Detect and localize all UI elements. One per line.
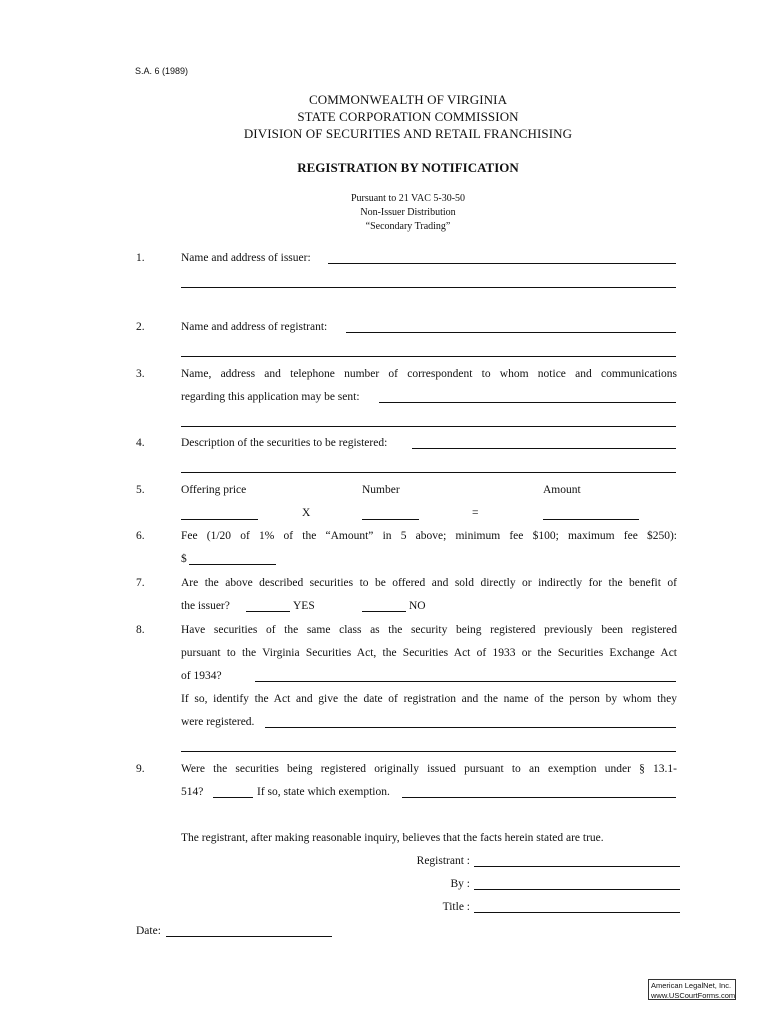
title-signature-field[interactable] <box>474 912 680 913</box>
issuer-field[interactable] <box>328 263 676 264</box>
item-number: 5. <box>136 484 145 496</box>
attestation-statement: The registrant, after making reasonable inquiry, believes that the facts herein stated are true. <box>181 832 604 844</box>
securities-description-field-line2[interactable] <box>181 472 676 473</box>
registered-by-field-line2[interactable] <box>181 751 676 752</box>
fee-label: Fee (1/20 of 1% of the “Amount” in 5 above; minimum fee $100; maximum fee $250): <box>181 530 677 542</box>
fee-field[interactable] <box>189 564 276 565</box>
exemption-question: Were the securities being registered originally issued pursuant to an exemption under § 13.1- <box>181 763 677 775</box>
date-label: Date: <box>136 925 161 937</box>
benefit-question-cont: the issuer? <box>181 600 230 612</box>
item-number: 6. <box>136 530 145 542</box>
multiply-sign: X <box>302 507 311 519</box>
number-field[interactable] <box>362 519 419 520</box>
item-number: 2. <box>136 321 145 333</box>
registrant-field-line2[interactable] <box>181 356 676 357</box>
registrant-field[interactable] <box>346 332 676 333</box>
correspondent-label-cont: regarding this application may be sent: <box>181 391 360 403</box>
subtitle-trading: “Secondary Trading” <box>365 221 451 232</box>
registered-by-label: were registered. <box>181 716 255 728</box>
prior-registration-field[interactable] <box>255 681 676 682</box>
date-field[interactable] <box>166 936 332 937</box>
act-identification-label: If so, identify the Act and give the date of registration and the name of the person by whom they <box>181 693 677 705</box>
securities-description-label: Description of the securities to be registered: <box>181 437 388 449</box>
by-signature-field[interactable] <box>474 889 680 890</box>
item-number: 3. <box>136 368 145 380</box>
item-number: 9. <box>136 763 145 775</box>
title-signature-label: Title : <box>442 901 470 913</box>
exemption-answer-field[interactable] <box>213 797 253 798</box>
item-number: 4. <box>136 437 145 449</box>
header-state: COMMONWEALTH OF VIRGINIA <box>308 92 508 107</box>
subtitle-distribution: Non-Issuer Distribution <box>360 207 456 218</box>
prior-registration-question-cont: pursuant to the Virginia Securities Act, the Securities Act of 1933 or the Securities Exchange Act <box>181 647 677 659</box>
prior-registration-question: Have securities of the same class as the security being registered previously been registered <box>181 624 677 636</box>
correspondent-field-line2[interactable] <box>181 426 676 427</box>
yes-field[interactable] <box>246 611 290 612</box>
publisher-badge <box>648 979 736 1000</box>
offering-price-label: Offering price <box>181 484 247 496</box>
item-number: 8. <box>136 624 145 636</box>
securities-description-field[interactable] <box>412 448 676 449</box>
issuer-field-line2[interactable] <box>181 287 676 288</box>
yes-label: YES <box>293 600 315 612</box>
registrant-label: Name and address of registrant: <box>181 321 328 333</box>
by-signature-label: By : <box>450 878 470 890</box>
exemption-which-label: If so, state which exemption. <box>257 786 390 798</box>
publisher-name: American LegalNet, Inc. <box>651 981 732 990</box>
issuer-label: Name and address of issuer: <box>181 252 311 264</box>
registrant-signature-field[interactable] <box>474 866 680 867</box>
fee-currency: $ <box>181 553 187 565</box>
exemption-question-cont: 514? <box>181 786 204 798</box>
amount-field[interactable] <box>543 519 639 520</box>
header-division: DIVISION OF SECURITIES AND RETAIL FRANCHISING <box>243 126 573 141</box>
registrant-signature-label: Registrant : <box>416 855 470 867</box>
amount-label: Amount <box>543 484 581 496</box>
no-label: NO <box>409 600 426 612</box>
registered-by-field[interactable] <box>265 727 676 728</box>
benefit-question: Are the above described securities to be offered and sold directly or indirectly for the benefit of <box>181 577 677 589</box>
exemption-which-field[interactable] <box>402 797 676 798</box>
prior-registration-question-end: of 1934? <box>181 670 222 682</box>
offering-price-field[interactable] <box>181 519 258 520</box>
no-field[interactable] <box>362 611 406 612</box>
number-label: Number <box>362 484 400 496</box>
header-commission: STATE CORPORATION COMMISSION <box>297 109 519 124</box>
form-id: S.A. 6 (1989) <box>135 66 189 76</box>
form-title: REGISTRATION BY NOTIFICATION <box>297 160 519 175</box>
publisher-url: www.USCourtForms.com <box>651 990 736 1000</box>
item-number: 1. <box>136 252 145 264</box>
equals-sign: = <box>472 507 479 519</box>
correspondent-label: Name, address and telephone number of correspondent to whom notice and communications <box>181 368 677 380</box>
subtitle-regulation: Pursuant to 21 VAC 5-30-50 <box>350 193 466 204</box>
correspondent-field[interactable] <box>379 402 676 403</box>
item-number: 7. <box>136 577 145 589</box>
